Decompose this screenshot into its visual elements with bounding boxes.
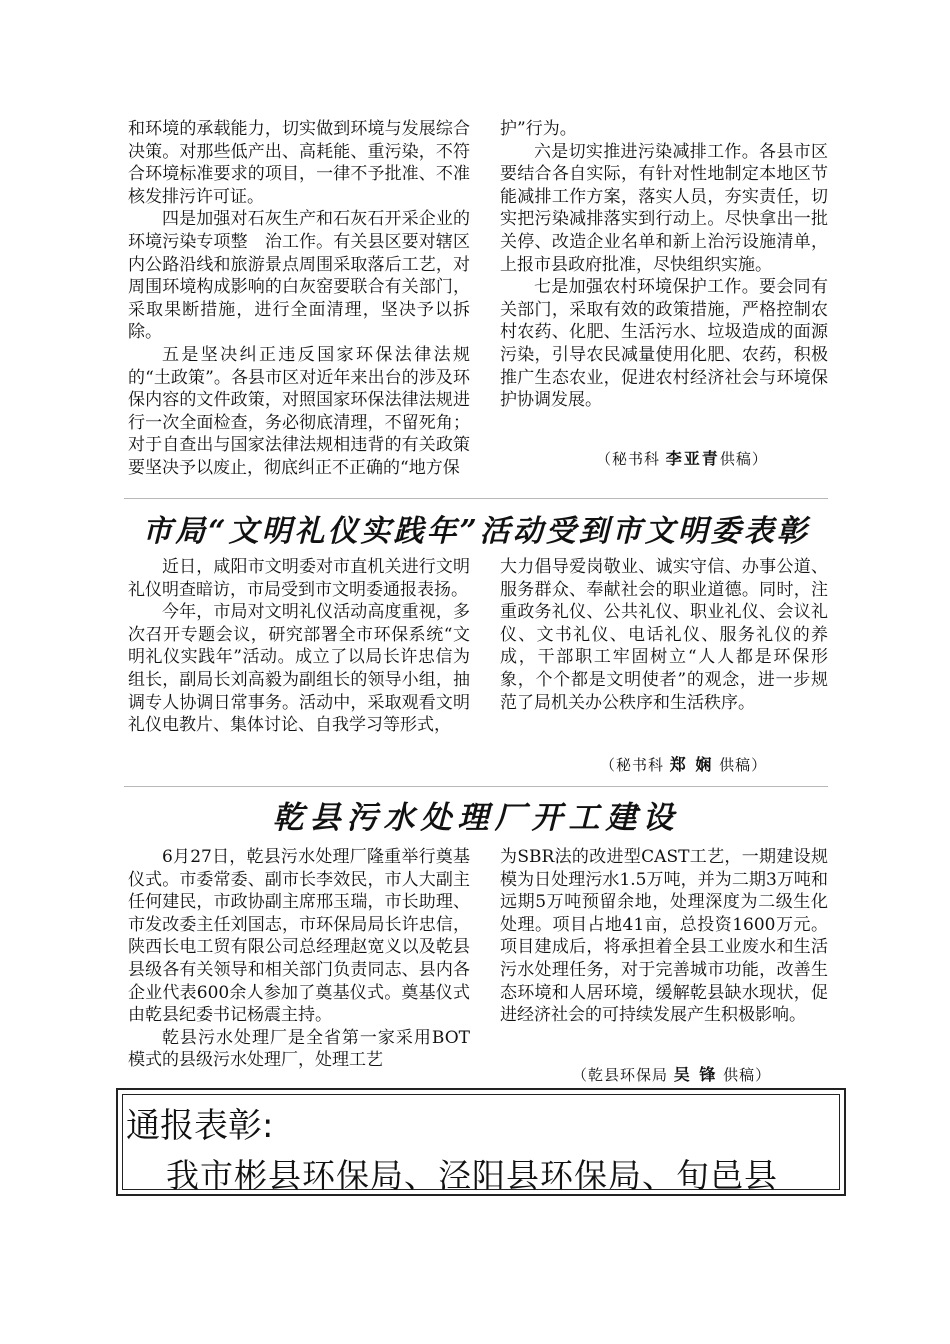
article3-paragraph: 乾县污水处理厂是全省第一家采用BOT模式的县级污水处理厂，处理工艺 xyxy=(128,1027,470,1071)
article1-paragraph: 和环境的承载能力，切实做到环境与发展综合决策。对那些低产出、高耗能、重污染，不符合环境标准要求的项目，一律不予批准、不准核发排污许可证。 xyxy=(128,119,470,207)
article2-left-column xyxy=(128,556,470,737)
article3-paragraph: 6月27日，乾县污水处理厂隆重举行奠基仪式。市委常委、副市长李效民，市人大副主任何建民，市政协副主席邢玉瑞，市长助理、市发改委主任刘国志，市环保局局长许忠信，陕西长电工贸有限公司总经理赵宽义以及乾县县级各有关领导和相关部门负责同志、县内各企业代表600余人参加了奠基仪式。奠基仪式由乾县纪委书记杨震主持。 xyxy=(128,847,470,1026)
article3-right-column xyxy=(500,846,828,1027)
article3-credit: （乾县环保局 吴 锋 供稿） xyxy=(572,1065,772,1084)
article3-left-column xyxy=(128,846,470,1072)
article1-paragraph: 七是加强农村环境保护工作。要会同有关部门，采取有效的政策措施，严格控制农村农药、化肥、生活污水、垃圾造成的面源污染，引导农民减量使用化肥、农药，积极推广生态农业，促进农村经济社会与环境保护协调发展。 xyxy=(500,277,828,411)
notice-heading: 通报表彰: xyxy=(126,1106,274,1146)
article2-paragraph: 今年，市局对文明礼仪活动高度重视，多次召开专题会议，研究部署全市环保系统“文明礼仪实践年”活动。成立了以局长许忠信为组长，副局长刘高毅为副组长的领导小组，抽调专人协调日常事务。活动中，采取观看文明礼仪电教片、集体讨论、自我学习等形式， xyxy=(128,602,470,736)
article3-title: 乾县污水处理厂开工建设 xyxy=(272,800,680,836)
article3-paragraph: 为SBR法的改进型CAST工艺，一期建设规模为日处理污水1.5万吨，并为二期3万吨和远期5万吨预留余地，处理深度为二级生化处理。项目占地41亩，总投资1600万元。项目建成后，将承担着全县工业废水和生活污水处理任务，对于完善城市功能，改善生态环境和人居环境，缓解乾县缺水现状，促进经济社会的可持续发展产生积极影响。 xyxy=(500,847,828,1026)
article2-paragraph: 大力倡导爱岗敬业、诚实守信、办事公道、服务群众、奉献社会的职业道德。同时，注重政务礼仪、公共礼仪、职业礼仪、会议礼仪、文书礼仪、电话礼仪、服务礼仪的养成，干部职工牢固树立“人人都是环保形象，个个都是文明使者”的观念，进一步规范了局机关办公秩序和生活秩序。 xyxy=(500,557,828,713)
article2-credit: （秘书科 郑 娴 供稿） xyxy=(600,755,768,774)
article1-credit: （秘书科 李亚青供稿） xyxy=(596,449,768,468)
article2-paragraph: 近日，咸阳市文明委对市直机关进行文明礼仪明查暗访，市局受到市文明委通报表扬。 xyxy=(128,557,470,600)
article2-title: 市局“文明礼仪实践年”活动受到市文明委表彰 xyxy=(142,514,810,549)
article1-paragraph: 护”行为。 xyxy=(500,119,577,139)
section-divider xyxy=(124,498,828,499)
notice-box xyxy=(116,1088,846,1196)
article2-right-column xyxy=(500,556,828,714)
notice-body: 我市彬县环保局、泾阳县环保局、旬邑县 xyxy=(166,1156,778,1195)
article1-left-column xyxy=(128,118,470,480)
article1-paragraph: 四是加强对石灰生产和石灰石开采企业的环境污染专项整 治工作。有关县区要对辖区内公路沿线和旅游景点周围采取落后工艺，对周围环境构成影响的白灰窑要联合有关部门，采取果断措施，进行全面清理，坚决予以拆除。 xyxy=(128,209,470,343)
article1-paragraph: 六是切实推进污染减排工作。各县市区要结合各自实际，有针对性地制定本地区节能减排工作方案，落实人员，夯实责任，切实把污染减排落实到行动上。尽快拿出一批关停、改造企业名单和新上治污设施清单，上报市县政府批准，尽快组织实施。 xyxy=(500,141,828,275)
article1-paragraph: 五是坚决纠正违反国家环保法律法规的“土政策”。各县市区对近年来出台的涉及环保内容的文件政策，对照国家环保法律法规进行一次全面检查，务必彻底清理，不留死角；对于自查出与国家法律法规相违背的有关政策要坚决予以废止，彻底纠正不正确的“地方保 xyxy=(128,344,470,478)
article1-right-column xyxy=(500,118,828,412)
section-divider xyxy=(124,786,828,787)
